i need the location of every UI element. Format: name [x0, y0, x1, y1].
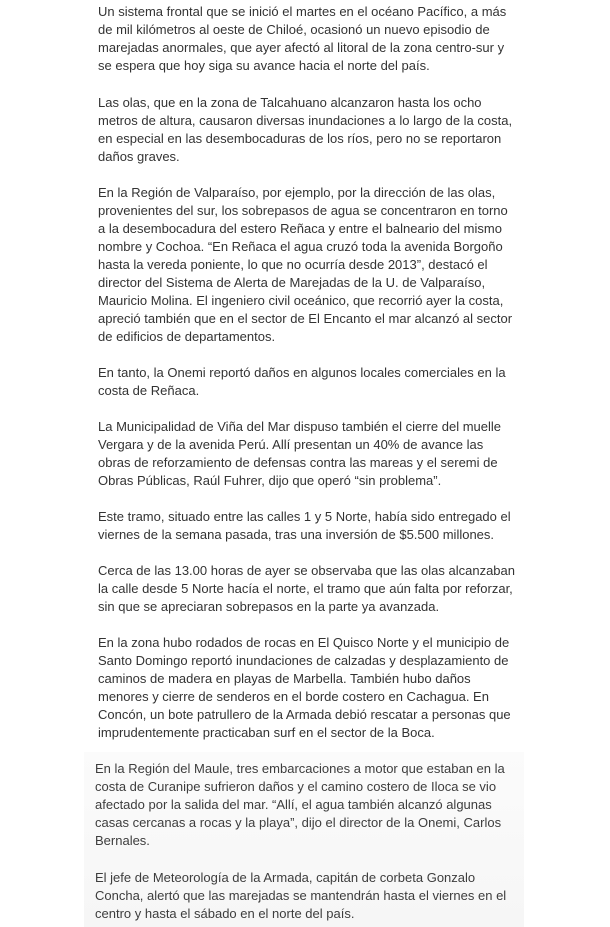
article-paragraph-6: Este tramo, situado entre las calles 1 y 5 Norte, había sido entregado el viernes de la semana pasada, tras una inversión de $5.500 millones. [98, 509, 511, 542]
article-paragraph-8: En la zona hubo rodados de rocas en El Quisco Norte y el municipio de Santo Domingo reportó inundaciones de calzadas y desplazamiento de caminos de madera en playas de Marbella. También hubo daños menores y cierre de senderos en el borde costero en Cachagua. En Concón, un bote patrullero de la Armada debió rescatar a personas que imprudentemente practicaban surf en el sector de la Boca. [98, 635, 511, 740]
article-paragraph-2: Las olas, que en la zona de Talcahuano alcanzaron hasta los ocho metros de altura, causaron diversas inundaciones a lo largo de la costa, en especial en las desembocaduras de los ríos, pero no se reportaron daños graves. [98, 95, 513, 164]
article-paragraph-10: El jefe de Meteorología de la Armada, capitán de corbeta Gonzalo Concha, alertó que las marejadas se mantendrán hasta el viernes en el centro y hasta el sábado en el norte del país. [95, 870, 507, 921]
article-paragraph-4: En tanto, la Onemi reportó daños en algunos locales comerciales en la costa de Reñaca. [98, 365, 506, 398]
article-paragraph-3: En la Región de Valparaíso, por ejemplo, por la dirección de las olas, provenientes del sur, los sobrepasos de agua se concentraron en torno a la desembocadura del estero Reñaca y entre el balneario del mismo nombre y Cochoa. “En Reñaca el agua cruzó toda la avenida Borgoño hasta la vereda poniente, lo que no ocurría desde 2013”, destacó el director del Sistema de Alerta de Marejadas de la U. de Valparaíso, Mauricio Molina. El ingeniero civil oceánico, que recorrió ayer la costa, apreció también que en el sector de El Encanto el mar alcanzó al sector de edificios de departamentos. [98, 185, 513, 344]
article-paragraph-9: En la Región del Maule, tres embarcaciones a motor que estaban en la costa de Curanipe sufrieron daños y el camino costero de Iloca se vio afectado por la salida del mar. “Allí, el agua también alcanzó algunas casas cercanas a rocas y la playa”, dijo el director de la Onemi, Carlos Bernales. [95, 761, 505, 848]
article-paragraph-5: La Municipalidad de Viña del Mar dispuso también el cierre del muelle Vergara y de la avenida Perú. Allí presentan un 40% de avance las obras de reforzamiento de defensas contra las mareas y el seremi de Obras Públicas, Raúl Fuhrer, dijo que operó “sin problema”. [98, 419, 501, 488]
article-paragraph-7: Cerca de las 13.00 horas de ayer se observaba que las olas alcanzaban la calle desde 5 Norte hacía el norte, el tramo que aún falta por reforzar, sin que se apreciaran sobrepasos en la parte ya avanzada. [98, 563, 515, 614]
article-paragraph-1: Un sistema frontal que se inició el martes en el océano Pacífico, a más de mil kilómetros al oeste de Chiloé, ocasionó un nuevo episodio de marejadas anormales, que ayer afectó al litoral de la zona centro-sur y se espera que hoy siga su avance hacia el norte del país. [98, 4, 507, 73]
